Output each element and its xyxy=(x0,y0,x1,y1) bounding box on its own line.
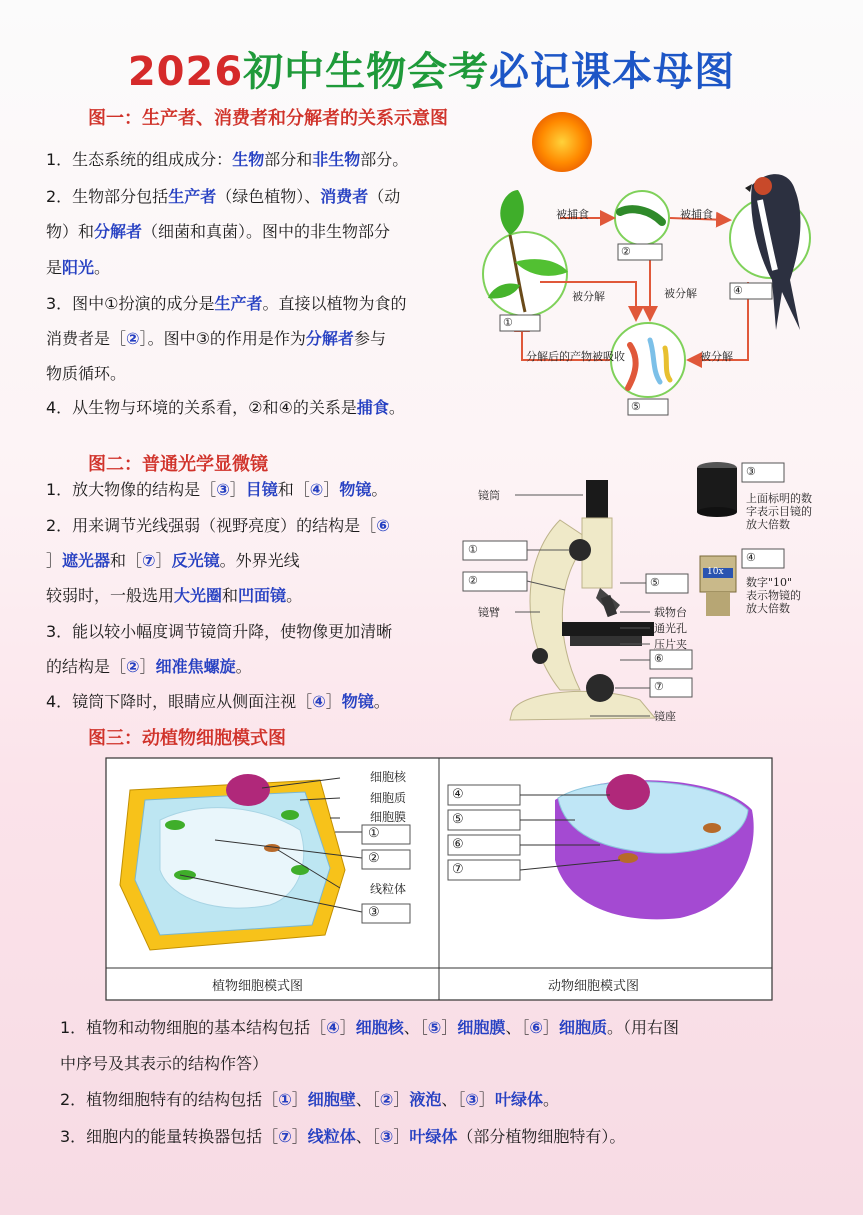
s1-item-4: 4．从生物与环境的关系看，②和④的关系是捕食。 xyxy=(46,398,405,417)
eyepiece-note-3: 放大倍数 xyxy=(746,518,790,531)
fig2-marker-3: ③ xyxy=(746,465,756,478)
s3-item-1b: 中序号及其表示的结构作答） xyxy=(60,1054,269,1073)
page-title: 2026初中生物会考必记课本母图 xyxy=(127,49,736,95)
edge-decompose-1: 被分解 xyxy=(572,290,605,303)
fig1-marker-5: ⑤ xyxy=(631,400,641,413)
label-mito: 线粒体 xyxy=(370,882,407,896)
objective-note-1: 数字"10" xyxy=(746,576,793,589)
s1-item-2a: 2．生物部分包括生产者（绿色植物）、消费者（动 xyxy=(46,187,401,206)
section-1-title: 图一：生产者、消费者和分解者的关系示意图 xyxy=(88,108,448,129)
objective-note-3: 放大倍数 xyxy=(746,602,790,615)
s1-item-3b: 消费者是［②］。图中③的作用是作为分解者参与 xyxy=(46,329,386,348)
label-lens-tube: 镜筒 xyxy=(478,489,500,502)
fig2-marker-6: ⑥ xyxy=(654,652,664,665)
fig3-marker-5: ⑤ xyxy=(452,812,464,827)
label-membrane: 细胞膜 xyxy=(370,810,407,824)
section-2-title: 图二：普通光学显微镜 xyxy=(88,454,268,475)
fig3-marker-7: ⑦ xyxy=(452,862,464,877)
edge-decompose-2: 被分解 xyxy=(664,287,697,300)
label-base: 镜座 xyxy=(654,710,676,723)
s2-item-4: 4．镜筒下降时，眼睛应从侧面注视［④］物镜。 xyxy=(46,692,390,711)
fig2-marker-4: ④ xyxy=(746,551,756,564)
fig2-marker-2: ② xyxy=(468,574,478,587)
s1-item-1: 1．生态系统的组成成分：生物部分和非生物部分。 xyxy=(46,150,409,169)
s2-item-1: 1．放大物像的结构是［③］目镜和［④］物镜。 xyxy=(46,480,388,499)
label-cytoplasm: 细胞质 xyxy=(370,791,407,805)
s3-item-3: 3．细胞内的能量转换器包括［⑦］线粒体、［③］叶绿体（部分植物细胞特有）。 xyxy=(60,1127,626,1146)
label-stage: 载物台 xyxy=(654,606,687,619)
fig1-marker-1: ① xyxy=(503,316,513,329)
s2-item-3b: 的结构是［②］细准焦螺旋。 xyxy=(46,657,252,676)
s2-item-2c: 较弱时，一般选用大光圈和凹面镜。 xyxy=(46,586,303,605)
objective-note-2: 表示物镜的 xyxy=(746,589,801,602)
edge-decompose-3: 被分解 xyxy=(700,350,733,363)
label-nucleus: 细胞核 xyxy=(370,770,407,784)
fig2-marker-1: ① xyxy=(468,543,478,556)
plant-cell-caption: 植物细胞模式图 xyxy=(212,979,304,994)
eyepiece-note-1: 上面标明的数 xyxy=(746,492,812,505)
s2-item-2a: 2．用来调节光线强弱（视野亮度）的结构是［⑥ xyxy=(46,516,390,535)
fig2-marker-7: ⑦ xyxy=(654,680,664,693)
edge-eaten-1: 被捕食 xyxy=(556,208,589,221)
label-aperture: 通光孔 xyxy=(654,622,687,635)
edge-eaten-2: 被捕食 xyxy=(680,208,713,221)
label-clip: 压片夹 xyxy=(654,638,687,651)
s1-item-3a: 3．图中①扮演的成分是生产者。直接以植物为食的 xyxy=(46,294,407,313)
fig1-marker-4: ④ xyxy=(733,284,743,297)
fig3-marker-6: ⑥ xyxy=(452,837,464,852)
plant-cell-icon xyxy=(120,774,345,950)
animal-cell-caption: 动物细胞模式图 xyxy=(548,979,640,994)
s1-item-3c: 物质循环。 xyxy=(46,364,127,383)
edge-return: 分解后的产物被吸收 xyxy=(526,350,625,363)
s1-item-2c: 是阳光。 xyxy=(46,258,111,277)
s3-item-2: 2．植物细胞特有的结构包括［①］细胞壁、［②］液泡、［③］叶绿体。 xyxy=(60,1090,559,1109)
fig1-marker-2: ② xyxy=(621,245,631,258)
fig3-marker-3: ③ xyxy=(368,905,380,920)
eyepiece-note-2: 字表示目镜的 xyxy=(746,505,812,518)
s2-item-3a: 3．能以较小幅度调节镜筒升降，使物像更加清晰 xyxy=(46,622,393,641)
section-3-title: 图三：动植物细胞模式图 xyxy=(88,728,286,749)
objective-tag: 10x xyxy=(707,567,724,577)
fig3-marker-2: ② xyxy=(368,851,380,866)
label-arm: 镜臂 xyxy=(478,606,500,619)
fig3-marker-4: ④ xyxy=(452,787,464,802)
fig2-marker-5: ⑤ xyxy=(650,576,660,589)
s1-item-2b: 物）和分解者（细菌和真菌）。图中的非生物部分 xyxy=(46,222,391,241)
fig3-marker-1: ① xyxy=(368,826,380,841)
s2-item-2b: ］遮光器和［⑦］反光镜。外界光线 xyxy=(46,551,300,570)
s3-item-1a: 1．植物和动物细胞的基本结构包括［④］细胞核、［⑤］细胞膜、［⑥］细胞质。（用右图 xyxy=(60,1018,679,1037)
